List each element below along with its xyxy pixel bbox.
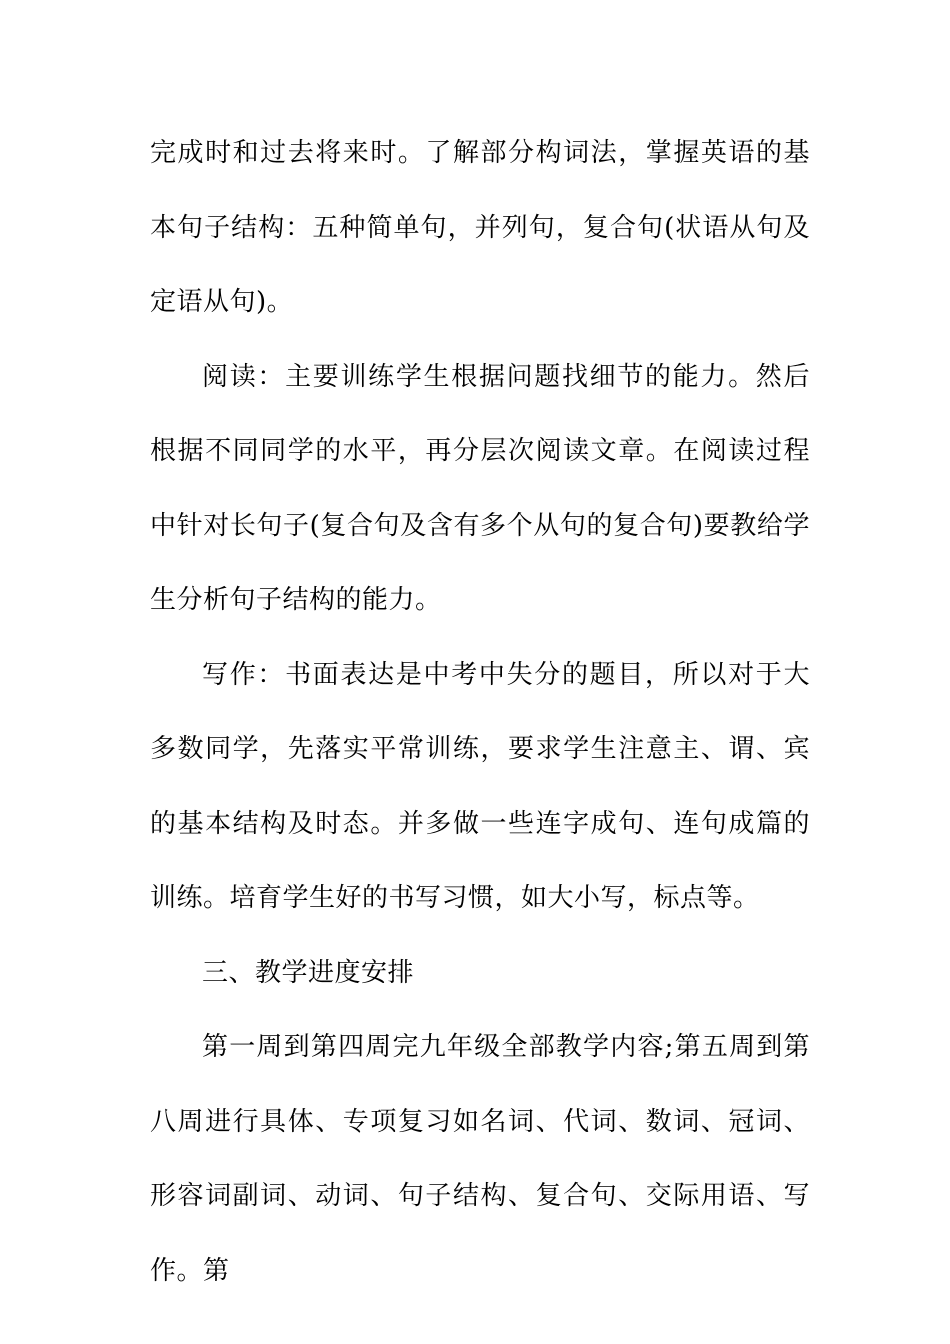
section-heading-teaching-schedule: 三、教学进度安排	[202, 957, 415, 988]
paragraph-schedule: 第一周到第四周完九年级全部教学内容;第五周到第八周进行具体、专项复习如名词、代词、数词、冠词、形容词副词、动词、句子结构、复合句、交际用语、写作。第	[150, 1032, 810, 1286]
paragraph-grammar-continuation: 完成时和过去将来时。了解部分构词法，掌握英语的基本句子结构：五种简单句，并列句，复合句(状语从句及定语从句)。	[150, 138, 810, 317]
paragraph-writing: 写作：书面表达是中考中失分的题目，所以对于大多数同学，先落实平常训练，要求学生注意主、谓、宾的基本结构及时态。并多做一些连字成句、连句成篇的训练。培育学生好的书写习惯，如大小写，标点等。	[150, 659, 810, 913]
document-body	[150, 116, 810, 1308]
paragraph-reading: 阅读：主要训练学生根据问题找细节的能力。然后根据不同同学的水平，再分层次阅读文章。在阅读过程中针对长句子(复合句及含有多个从句的复合句)要教给学生分析句子结构的能力。	[150, 361, 810, 615]
